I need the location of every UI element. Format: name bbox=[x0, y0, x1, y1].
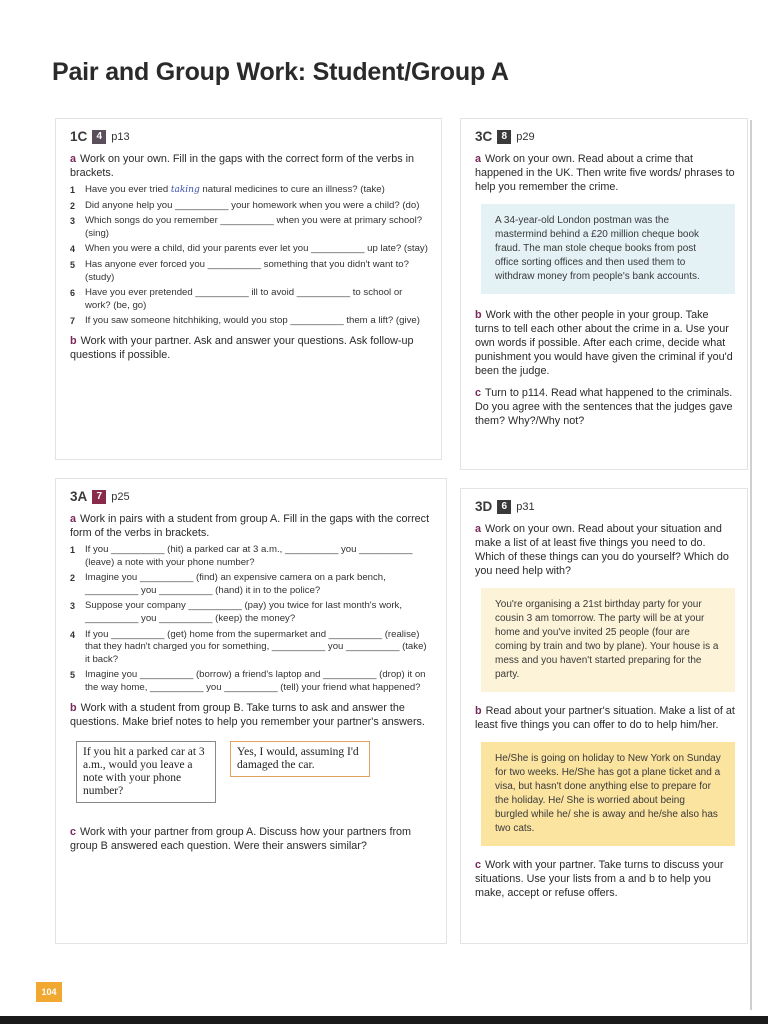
exercise-item: 6 Have you ever pretended __________ ill to avoid __________ to school or work? (be, go) bbox=[70, 287, 403, 311]
task-c: c Work with your partner from group A. Discuss how your partners from group B answered each question. Were their answers similar? bbox=[70, 825, 412, 852]
task-a: a Work in pairs with a student from group A. Fill in the gaps with the correct form of the verbs in brackets. bbox=[70, 513, 430, 539]
section-1c bbox=[55, 118, 442, 460]
section-page-ref: p29 bbox=[516, 130, 535, 143]
task-b: b Work with your partner. Ask and answer your questions. Ask follow-up questions if possible. bbox=[70, 334, 414, 361]
section-header bbox=[70, 489, 434, 504]
page-edge-divider bbox=[750, 120, 752, 1010]
section-header bbox=[70, 129, 429, 144]
bottom-bar bbox=[0, 1016, 768, 1024]
task-b: b Work with the other people in your group. Take turns to tell each other about the crime in a. Use your own words if possible. After each crime, decide what punishment you would have given the criminal if you'd been the judge. bbox=[475, 309, 733, 377]
speech-bubble-question: If you hit a parked car at 3 a.m., would you leave a note with your phone number? bbox=[76, 741, 216, 803]
task-c: c Turn to p114. Read what happened to the criminals. Do you agree with the sentences that the judges gave them? Why?/Why not? bbox=[475, 387, 733, 427]
section-page-ref: p31 bbox=[516, 500, 535, 513]
exercise-item: 4 If you __________ (get) home from the supermarket and __________ (realise) that they hadn't charged you for something, __________ you __________ (take) it back? bbox=[70, 628, 427, 665]
exercise-item: 4 When you were a child, did your parents ever let you __________ up late? (stay) bbox=[70, 243, 428, 255]
section-number-badge: 8 bbox=[497, 130, 511, 144]
section-number-badge: 4 bbox=[92, 130, 106, 144]
exercise-item: 1 Have you ever tried taking natural medicines to cure an illness? (take) bbox=[70, 184, 385, 195]
section-3c bbox=[460, 118, 748, 470]
section-code: 1C bbox=[70, 129, 88, 144]
section-page-ref: p25 bbox=[111, 490, 130, 503]
exercise-item: 2 Imagine you __________ (find) an expensive camera on a park bench, __________ you __________ (hand) it in to the police? bbox=[70, 572, 386, 596]
task-b: b Work with a student from group B. Take turns to ask and answer the questions. Make brief notes to help you remember your partner's answers. bbox=[70, 701, 425, 728]
page-title: Pair and Group Work: Student/Group A bbox=[52, 58, 509, 86]
section-code: 3C bbox=[475, 129, 493, 144]
handwritten-answer: taking bbox=[170, 185, 200, 195]
section-code: 3D bbox=[475, 499, 493, 514]
exercise-item: 7 If you saw someone hitchhiking, would you stop __________ them a lift? (give) bbox=[70, 315, 420, 327]
exercise-item: 2 Did anyone help you __________ your homework when you were a child? (do) bbox=[70, 199, 420, 211]
partner-situation-panel: He/She is going on holiday to New York on Sunday for two weeks. He/She has got a plane ticket and a visa, but hasn't done anything else to prepare for the holiday. He/ She is worried about being burgled while he/ she is away and he/she also has two cats. bbox=[481, 742, 735, 846]
section-header bbox=[475, 129, 735, 144]
section-number-badge: 6 bbox=[497, 500, 511, 514]
task-c: c Work with your partner. Take turns to discuss your situations. Use your lists from a and b to help you make, accept or refuse offers. bbox=[475, 859, 724, 899]
section-header bbox=[475, 499, 735, 514]
speech-bubble-answer: Yes, I would, assuming I'd damaged the car. bbox=[230, 741, 370, 777]
exercise-item: 5 Has anyone ever forced you __________ something that you didn't want to? (study) bbox=[70, 258, 409, 283]
section-code: 3A bbox=[70, 489, 88, 504]
section-3a bbox=[55, 478, 447, 944]
section-page-ref: p13 bbox=[111, 130, 130, 143]
task-a: a Work on your own. Read about your situation and make a list of at least five things you need to do. Which of these things can you do yourself? Which do you need help with? bbox=[475, 523, 729, 577]
situation-panel: You're organising a 21st birthday party for your cousin 3 am tomorrow. The party will be at your home and you've invited 25 people (four are coming by train and two by plane). Your house is a mess and you haven't started preparing for the party. bbox=[481, 588, 735, 692]
exercise-item: 3 Suppose your company __________ (pay) you twice for last month's work, __________ you __________ (keep) the money? bbox=[70, 600, 402, 624]
task-a: a Work on your own. Read about a crime that happened in the UK. Then write five words/ phrases to help you remember the crime. bbox=[475, 153, 735, 193]
section-3d bbox=[460, 488, 748, 944]
crime-story-panel: A 34-year-old London postman was the mastermind behind a £20 million cheque book fraud. The man stole cheque books from post office sorting offices and then used them to withdraw money from people's bank accounts. bbox=[481, 204, 735, 294]
page-number: 104 bbox=[36, 982, 62, 1002]
exercise-list bbox=[70, 544, 434, 695]
speech-bubbles bbox=[70, 733, 434, 811]
exercise-item: 3 Which songs do you remember __________ when you were at primary school? (sing) bbox=[70, 215, 423, 239]
section-number-badge: 7 bbox=[92, 490, 106, 504]
exercise-item: 5 Imagine you __________ (borrow) a friend's laptop and __________ (drop) it on the way home, __________ you __________ (tell) your friend what happened? bbox=[70, 669, 426, 693]
task-b: b Read about your partner's situation. Make a list of at least five things you can offer to do to help him/her. bbox=[475, 705, 735, 731]
exercise-list bbox=[70, 184, 429, 328]
exercise-item: 1 If you __________ (hit) a parked car at 3 a.m., __________ you __________ (leave) a note with your phone number? bbox=[70, 544, 413, 568]
task-a: a Work on your own. Fill in the gaps with the correct form of the verbs in brackets. bbox=[70, 153, 415, 179]
